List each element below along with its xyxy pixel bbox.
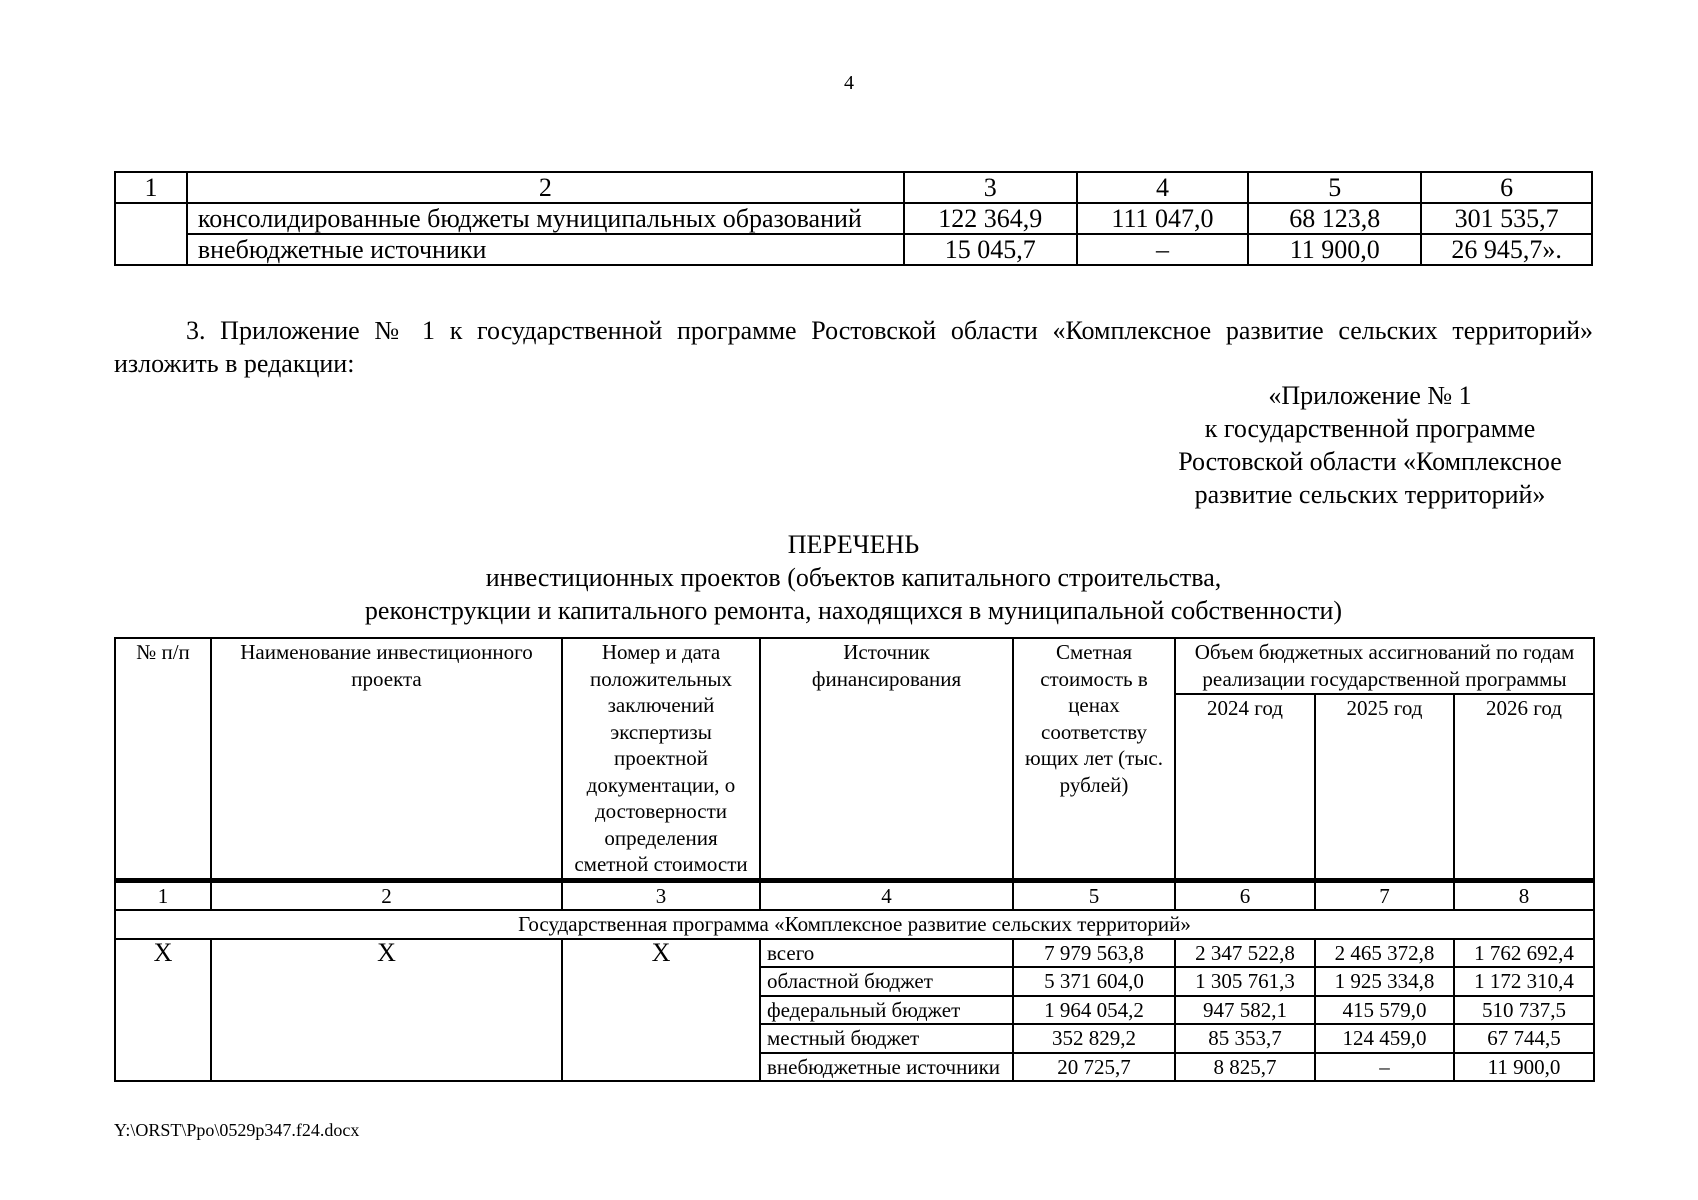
- x-mark: Х: [115, 939, 211, 1082]
- value-cell: 415 579,0: [1315, 996, 1454, 1025]
- value-cell: –: [1077, 234, 1249, 265]
- table-header-row: [115, 172, 1592, 203]
- col-number: 2: [187, 172, 904, 203]
- appendix-line: к государственной программе: [1204, 414, 1536, 443]
- value-cell: 11 900,0: [1454, 1053, 1594, 1082]
- value-cell: 2 465 372,8: [1315, 939, 1454, 968]
- amendment-paragraph: 3. Приложение № 1 к государственной программе Ростовской области «Комплексное развитие сельских территорий» изложить в редакции:: [114, 316, 1593, 378]
- value-cell: 111 047,0: [1077, 203, 1249, 234]
- header-year: 2025 год: [1315, 694, 1454, 880]
- header-num: № п/п: [115, 638, 211, 880]
- value-cell: 1 925 334,8: [1315, 967, 1454, 996]
- header-year: 2024 год: [1175, 694, 1315, 880]
- table-header-row: [115, 638, 1594, 694]
- program-row: [115, 910, 1594, 939]
- value-cell: 7 979 563,8: [1013, 939, 1175, 968]
- col-number: 1: [115, 172, 187, 203]
- value-cell: 8 825,7: [1175, 1053, 1315, 1082]
- funding-source: местный бюджет: [760, 1024, 1013, 1053]
- header-project-name: Наименование инвестиционного проекта: [211, 638, 562, 880]
- appendix-line: развитие сельских территорий»: [1194, 480, 1546, 509]
- file-path-footer: Y:\ORST\Ppo\0529p347.f24.docx: [114, 1120, 360, 1140]
- col-number: 5: [1013, 880, 1175, 910]
- value-cell: 1 964 054,2: [1013, 996, 1175, 1025]
- value-cell: 301 535,7: [1421, 203, 1592, 234]
- value-cell: 15 045,7: [904, 234, 1077, 265]
- col-number: 7: [1315, 880, 1454, 910]
- col-number: 3: [904, 172, 1077, 203]
- value-cell: 11 900,0: [1248, 234, 1421, 265]
- value-cell: 20 725,7: [1013, 1053, 1175, 1082]
- row-label: консолидированные бюджеты муниципальных образований: [187, 203, 904, 234]
- value-cell: 2 347 522,8: [1175, 939, 1315, 968]
- x-mark: Х: [211, 939, 562, 1082]
- value-cell: 947 582,1: [1175, 996, 1315, 1025]
- page-number: 4: [844, 72, 854, 94]
- value-cell: 1 172 310,4: [1454, 967, 1594, 996]
- value-cell: 68 123,8: [1248, 203, 1421, 234]
- funding-source: внебюджетные источники: [760, 1053, 1013, 1082]
- col-number: 3: [562, 880, 760, 910]
- budget-table-continuation: [114, 171, 1593, 266]
- investment-projects-table: [114, 637, 1595, 1082]
- appendix-line: Ростовской области «Комплексное: [1178, 447, 1562, 476]
- value-cell: 122 364,9: [904, 203, 1077, 234]
- funding-source: федеральный бюджет: [760, 996, 1013, 1025]
- program-title: Государственная программа «Комплексное развитие сельских территорий»: [115, 910, 1594, 939]
- col-number: 2: [211, 880, 562, 910]
- title-line: инвестиционных проектов (объектов капитального строительства,: [485, 563, 1222, 592]
- value-cell: 67 744,5: [1454, 1024, 1594, 1053]
- table-row: [115, 939, 1594, 968]
- value-cell: 1 762 692,4: [1454, 939, 1594, 968]
- header-funding-source: Источник финансирования: [760, 638, 1013, 880]
- title-heading: ПЕРЕЧЕНЬ: [787, 530, 920, 559]
- header-expertise: Номер и дата положительных заключений экспертизы проектной документации, о достоверности определения сметной стоимости: [562, 638, 760, 880]
- col-number: 1: [115, 880, 211, 910]
- col-number: 8: [1454, 880, 1594, 910]
- value-cell: 124 459,0: [1315, 1024, 1454, 1053]
- empty-cell: [115, 203, 187, 265]
- value-cell: 1 305 761,3: [1175, 967, 1315, 996]
- header-estimated-cost: Сметная стоимость в ценах соответству ющих лет (тыс. рублей): [1013, 638, 1175, 880]
- value-cell: –: [1315, 1053, 1454, 1082]
- value-cell: 352 829,2: [1013, 1024, 1175, 1053]
- col-number: 6: [1175, 880, 1315, 910]
- col-number: 5: [1248, 172, 1421, 203]
- title-line: реконструкции и капитального ремонта, находящихся в муниципальной собственности): [364, 596, 1343, 625]
- value-cell: 26 945,7».: [1421, 234, 1592, 265]
- appendix-heading: [1150, 379, 1590, 511]
- col-number: 4: [760, 880, 1013, 910]
- value-cell: 510 737,5: [1454, 996, 1594, 1025]
- column-numbers-row: [115, 880, 1594, 910]
- value-cell: 85 353,7: [1175, 1024, 1315, 1053]
- funding-source: областной бюджет: [760, 967, 1013, 996]
- funding-source: всего: [760, 939, 1013, 968]
- value-cell: 5 371 604,0: [1013, 967, 1175, 996]
- col-number: 4: [1077, 172, 1249, 203]
- row-label: внебюджетные источники: [187, 234, 904, 265]
- document-title: [114, 528, 1593, 627]
- header-budget-volume: Объем бюджетных ассигнований по годам реализации государственной программы: [1175, 638, 1594, 694]
- col-number: 6: [1421, 172, 1592, 203]
- x-mark: Х: [562, 939, 760, 1082]
- table-row: [115, 234, 1592, 265]
- header-year: 2026 год: [1454, 694, 1594, 880]
- appendix-line: «Приложение № 1: [1268, 381, 1472, 410]
- table-row: [115, 203, 1592, 234]
